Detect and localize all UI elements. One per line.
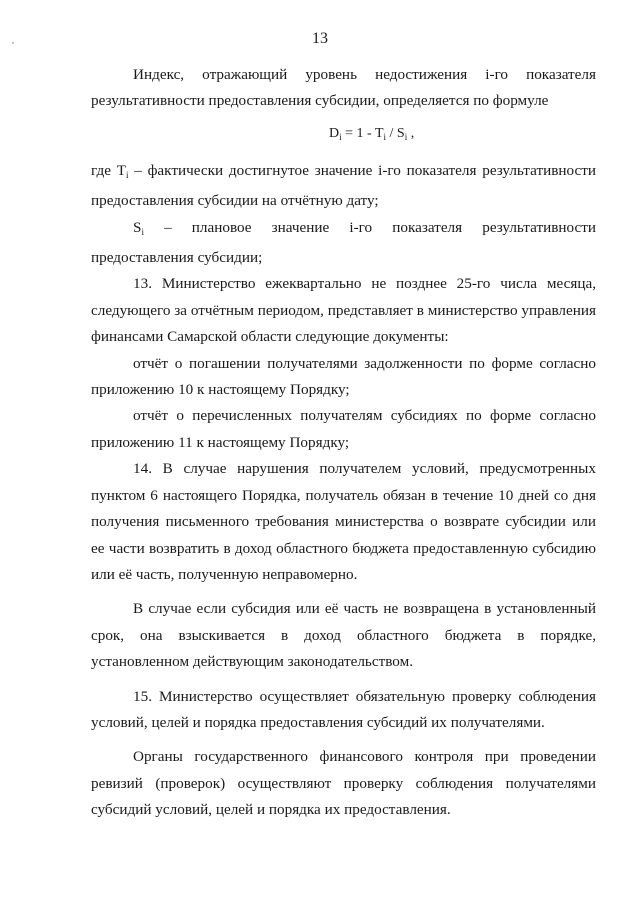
page-number: 13 [312,30,328,47]
formula-t-subscript: i [383,131,387,142]
definition-t [91,158,596,215]
definition-s [91,215,596,272]
definition-s-prefix [133,219,144,236]
paragraph-15: 15. Министерство осуществляет обязательную проверку соблюдения условий, целей и порядка предоставления субсидий их получателями. [91,687,596,731]
paragraph-15-continued: Органы государственного финансового контроля при проведении ревизий (проверок) осуществляют проверку соблюдения получателями субсидий условий, целей и порядка их предоставления. [91,748,596,819]
definition-s-text: – плановое значение i-го показателя результативности предоставления субсидии; [91,218,596,267]
definition-s-symbol: S [133,218,142,236]
formula-d: D [329,125,340,141]
formula-s-subscript: i [404,131,408,142]
definition-t-text: – фактически достигнутое значение i-го показателя результативности предоставления субсидии на отчётную дату; [91,161,596,210]
paragraph-13-item-a: отчёт о погашении получателями задолженности по форме согласно приложению 10 к настоящему Порядку; [91,354,596,399]
formula-intro-paragraph: Индекс, отражающий уровень недостижения i-го показателя результативности предоставления субсидии, определяется по формуле [91,66,596,110]
paragraph-13: 13. Министерство ежеквартально не позднее 25-го числа месяца, следующего за отчётным периодом, представляет в министерство управления финансами Самарской области следующие документы: [91,275,596,346]
definition-s-subscript: i [141,226,144,237]
definition-t-subscript: i [125,169,129,180]
formula-middle: = 1 - T [341,125,384,141]
formula-slash: / S [386,125,405,141]
paragraph-13-item-b: отчёт о перечисленных получателям субсидиях по форме согласно приложению 11 к настоящему Порядку; [91,407,596,451]
spacer [91,588,596,596]
formula [91,121,596,150]
definition-t-symbol: где T [91,161,126,179]
spacer [91,736,596,744]
definition-t-prefix [91,162,128,179]
formula-d-subscript: i [339,131,342,142]
document-body [91,62,596,824]
formula-tail: , [407,125,415,141]
paragraph-14: 14. В случае нарушения получателем условий, предусмотренных пунктом 6 настоящего Порядка, получатель обязан в течение 10 дней со дня получения письменного требования министерства о возврате субсидии или ее части возвратить в доход областного бюджета предоставленную субсидию или её часть, полученную неправомерно. [91,460,596,583]
spacer [91,676,596,684]
paragraph-14-continued: В случае если субсидия или её часть не возвращена в установленный срок, она взыскивается в доход областного бюджета в порядке, установленном действующим законодательством. [91,600,596,671]
